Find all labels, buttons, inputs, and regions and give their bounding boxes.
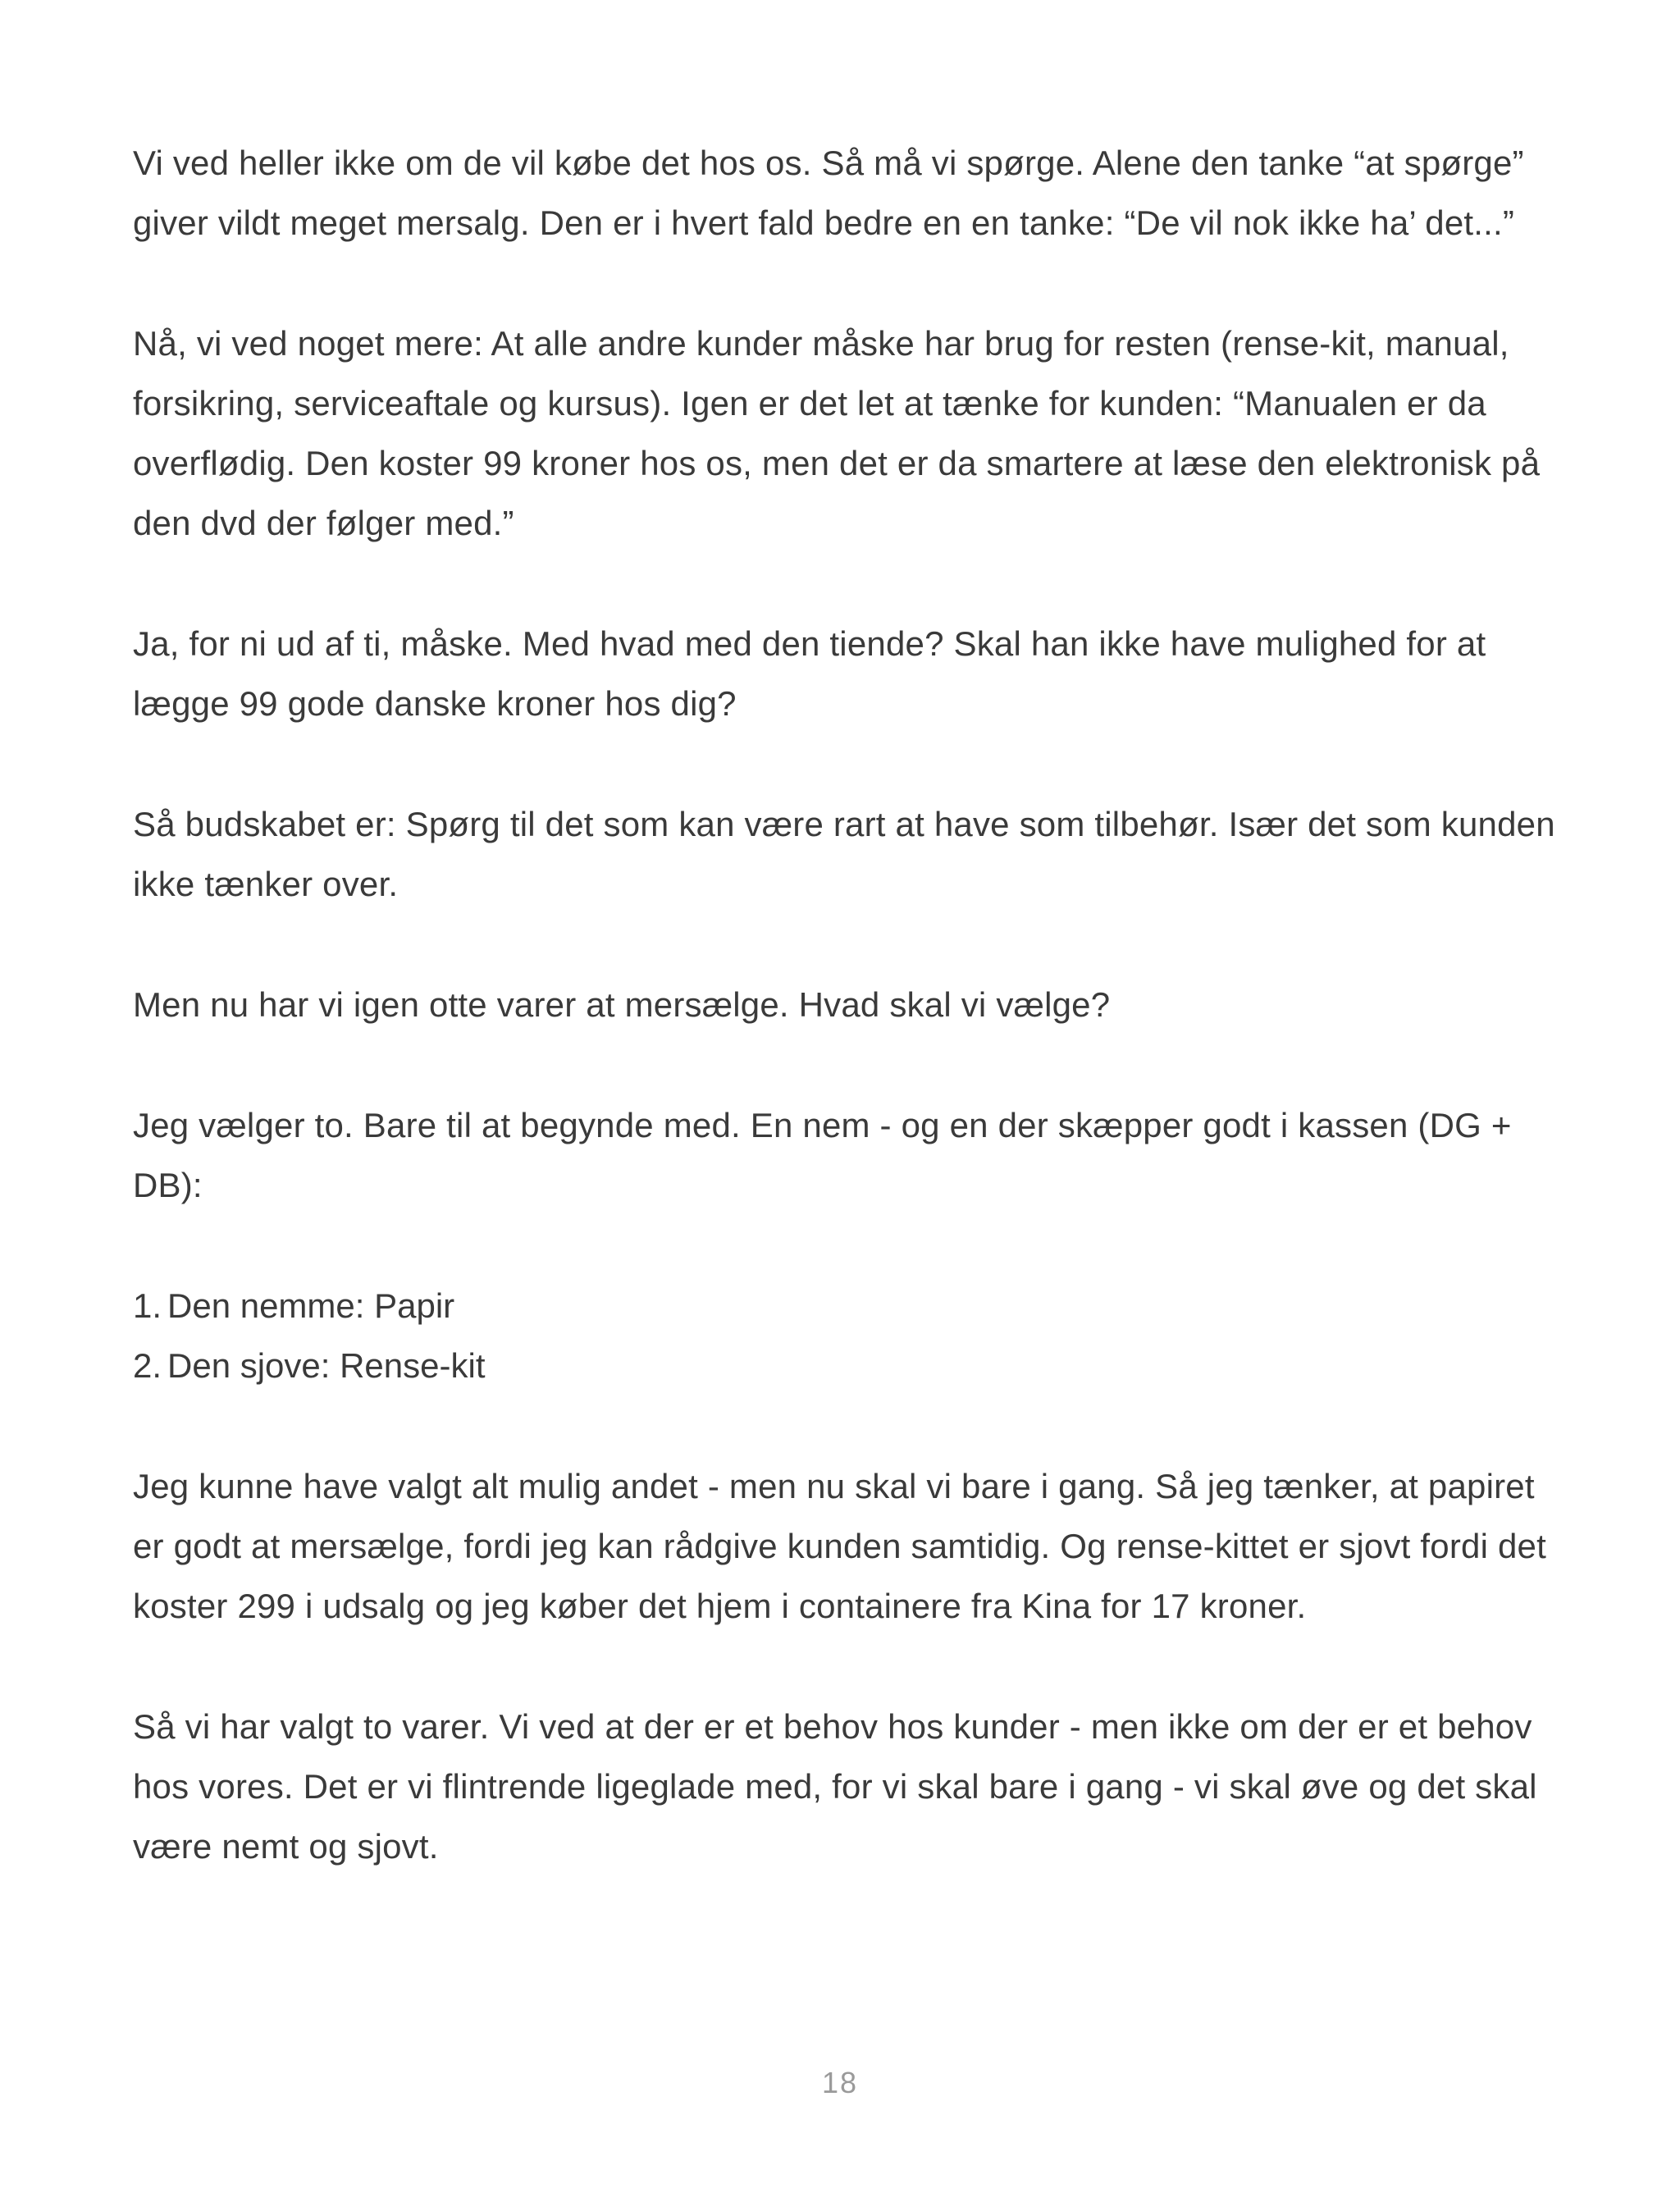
list-item	[133, 1276, 1560, 1336]
list-item-text: Den nemme: Papir	[167, 1286, 455, 1325]
paragraph: Jeg vælger to. Bare til at begynde med. En nem - og en der skæpper godt i kassen (DG + DB):	[133, 1106, 1512, 1204]
paragraph: Så vi har valgt to varer. Vi ved at der er et behov hos kunder - men ikke om der er et behov hos vores. Det er vi flintrende ligeglade med, for vi skal bare i gang - vi skal øve og det skal være nemt og sjovt.	[133, 1707, 1537, 1866]
paragraph: Men nu har vi igen otte varer at mersælge. Hvad skal vi vælge?	[133, 985, 1111, 1024]
list-item-number: 1.	[133, 1286, 162, 1325]
list-item	[133, 1336, 1560, 1395]
numbered-list	[133, 1276, 1560, 1395]
paragraph: Nå, vi ved noget mere: At alle andre kunder måske har brug for resten (rense-kit, manual, forsikring, serviceaftale og kursus). Igen er det let at tænke for kunden: “Manualen er da overflødig. Den koster 99 kroner hos os, men det er da smartere at læse den elektronisk på den dvd der følger med.”	[133, 324, 1541, 542]
page-body	[133, 133, 1560, 1937]
list-item-number: 2.	[133, 1346, 162, 1385]
page-number: 18	[821, 2066, 859, 2099]
paragraph: Ja, for ni ud af ti, måske. Med hvad med den tiende? Skal han ikke have mulighed for at lægge 99 gode danske kroner hos dig?	[133, 624, 1486, 723]
list-item-text: Den sjove: Rense-kit	[167, 1346, 486, 1385]
paragraph: Jeg kunne have valgt alt mulig andet - men nu skal vi bare i gang. Så jeg tænker, at papiret er godt at mersælge, fordi jeg kan rådgive kunden samtidig. Og rense-kittet er sjovt fordi det koster 299 i udsalg og jeg køber det hjem i containere fra Kina for 17 kroner.	[133, 1467, 1546, 1625]
paragraph: Så budskabet er: Spørg til det som kan være rart at have som tilbehør. Især det som kunden ikke tænker over.	[133, 805, 1555, 903]
paragraph: Vi ved heller ikke om de vil købe det hos os. Så må vi spørge. Alene den tanke “at spørge” giver vildt meget mersalg. Den er i hvert fald bedre en en tanke: “De vil nok ikke ha’ det...”	[133, 144, 1524, 242]
